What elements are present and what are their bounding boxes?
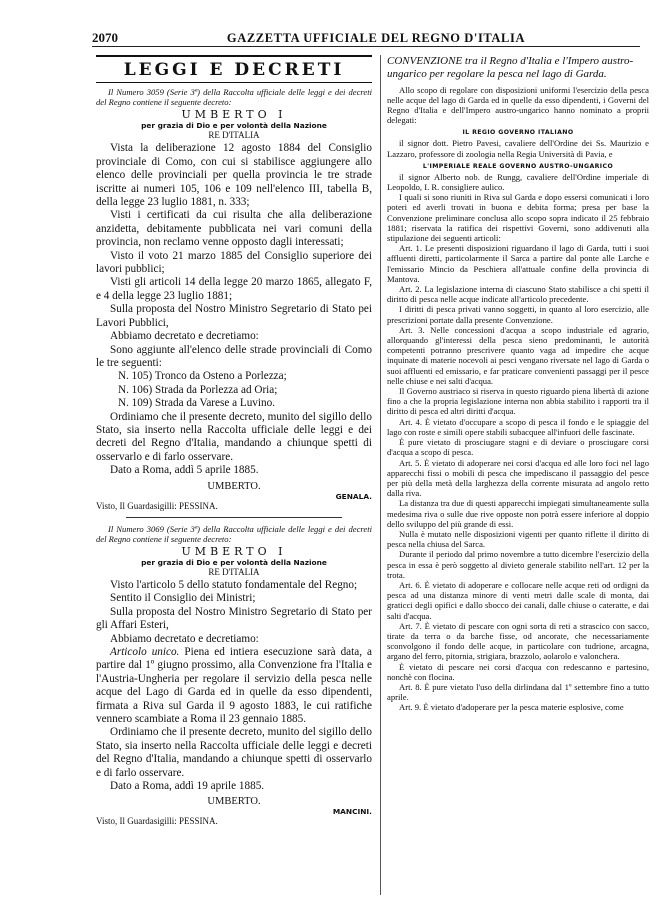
convention-paragraph: Art. 6. È vietato di adoperare e collocare nelle acque reti od ordigni da pesca ad una distanza minore di venti metri dalle scale di monta, dai graticci degli opifici e dallo sbocco dei canali, dalle chiuse o cateratte, e dai salti d'acqua. [387, 579, 649, 621]
decree2-grace: per grazia di Dio e per volontà della Nazione [141, 557, 327, 567]
decree2-date: Dato a Roma, addì 19 aprile 1885. [110, 780, 265, 793]
decree1-signature: UMBERTO. [207, 480, 261, 492]
decree1-p2: Visti i certificati da cui risulta che alla deliberazione anzidetta, debitamente pubblicata nei vari comuni della provincia, non reclamo venne opposto dagli interessati; [96, 209, 372, 249]
delegation-heading: L'IMPERIALE REALE GOVERNO AUSTRO-UNGARICO [422, 162, 614, 170]
decree2-signature: UMBERTO. [207, 796, 261, 808]
decree2-intro: Il Numero 3069 (Serie 3ª) della Raccolta ufficiale delle leggi e dei decreti del Regno contiene il seguente decreto: [96, 523, 372, 544]
convention-paragraph: È pure vietato di prosciugare stagni e di deviare o prosciugare corsi d'acqua a scopo di pesca. [387, 437, 649, 458]
convention-paragraph: il signor Alberto nob. de Rungg, cavaliere dell'Ordine imperiale di Leopoldo, I. R. consigliere aulico. [387, 171, 649, 193]
decree1-p3: Visto il voto 21 marzo 1885 del Consiglio superiore dei lavori pubblici; [96, 249, 372, 276]
decree1-p4: Visti gli articoli 14 della legge 20 marzo 1865, allegato F, e 4 della legge 23 luglio 1881; [96, 276, 372, 302]
decree1-date: Dato a Roma, addì 5 aprile 1885. [110, 464, 259, 477]
page-header [92, 22, 640, 47]
convention-paragraph: il signor dott. Pietro Pavesi, cavaliere dell'Ordine dei Ss. Maurizio e Lazzaro, professore di zoologia nella Regia Università di Pavia, e [387, 138, 649, 159]
decree2-p4: Abbiamo decretato e decretiamo: [110, 632, 259, 645]
left-column [96, 55, 372, 826]
convention-paragraph: Art. 9. È vietato d'adoperare per la pesca materie esplosive, come [399, 702, 624, 713]
decree1-king: UMBERTO I [181, 108, 287, 122]
gazette-title: GAZZETTA UFFICIALE DEL REGNO D'ITALIA [226, 31, 526, 45]
convention-paragraph: Il Governo austriaco si riserva in questo riguardo piena libertà di azione fino a che la propria legislazione interna non abbia stabilito i rapporti tra il diritto di pesca ed altri diritti d'acqua. [387, 386, 649, 417]
decree1-intro: Il Numero 3059 (Serie 3ª) della Raccolta ufficiale delle leggi e dei decreti del Regno contiene il seguente decreto: [96, 87, 372, 108]
decree1-p1: Vista la deliberazione 12 agosto 1884 del Consiglio provinciale di Como, con cui si stabilisce aggiungere allo elenco delle provinciali per quella provincia le tre strade iscritte ai numeri 105, 106 e 109 nell'elenco III, tabella B, della legge 23 luglio 1881, n. 333; [96, 142, 372, 209]
article-text: Piena ed intiera esecuzione sarà data, a partire dal 1º giugno prossimo, alla Convenzione fra l'Italia e l'Austria-Ungheria per regolare il servizio della pesca nelle acque del Lago di Garda ed in quelle da esso dipendenti, firmata a Riva sul Garda il 9 agosto 1883, le cui ratifiche vennero scambiate a Roma il 23 gennaio 1885. [96, 646, 372, 726]
decree2-minister: MANCINI. [332, 807, 372, 817]
section-title: LEGGI E DECRETI [96, 55, 372, 83]
decree2-p6: Ordiniamo che il presente decreto, munito del sigillo dello Stato, sia inserto nella Raccolta ufficiale delle leggi e decreti del Regno d'Italia, mandando a chiunque spetti di osservarlo e di farlo osservare. [96, 726, 372, 779]
convention-body [387, 85, 649, 713]
convention-paragraph: Art. 8. È pure vietato l'uso della dirlindana dal 1º settembre fino a tutto aprile. [387, 681, 649, 703]
convention-paragraph: Art. 5. È vietato di adoperare nei corsi d'acqua ed alle loro foci nel lago apparecchi fissi o mobili di pesca che impediscano il passaggio del pesce per più della metà della larghezza della corrente misurata ad angolo retto dalla riva. [387, 457, 649, 499]
decree2-p1: Visto l'articolo 5 dello statuto fondamentale del Regno; [110, 578, 358, 591]
decree2-re: RE D'ITALIA [208, 566, 260, 577]
convention-paragraph: Art. 2. La legislazione interna di ciascuno Stato stabilisce a chi spetti il diritto di pesca nelle acque indicate all'articolo precedente. [387, 284, 649, 305]
convention-paragraph: Durante il periodo dal primo novembre a tutto dicembre l'esercizio della pesca in essa è però soggetto al divieto generale stabilito nell'art. 12 per la trota. [387, 549, 649, 580]
decree1-p7: Sono aggiunte all'elenco delle strade provinciali di Como le tre seguenti: [96, 343, 372, 369]
decree1-visto: Visto, Il Guardasigilli: PESSINA. [96, 500, 218, 511]
decree1-minister: GENALA. [335, 491, 372, 501]
separator [126, 517, 342, 518]
decree2-p2: Sentito il Consiglio dei Ministri; [110, 592, 256, 605]
convention-paragraph: La distanza tra due di questi apparecchi impiegati simultaneamente sulla medesima riva o sulle due rive opposte non potrà essere inferiore al doppio dello sviluppo del più grande di essi. [387, 498, 649, 529]
convention-paragraph: Art. 3. Nelle concessioni d'acqua a scopo industriale ed agrario, allorquando gl'interessi della pesca sieno predominanti, le autorità competenti potranno prescrivere quanto vaga ad impedire che acque inquinate di materie nocevoli ai pesci vengano riversate nel lago di Garda o suoi affluenti ed emissario, e far praticare convenienti passaggi per il pesce nelle chiuse e nei salti d'acqua. [387, 324, 649, 386]
convention-paragraph: Art. 1. Le presenti disposizioni riguardano il lago di Garda, tutti i suoi affluenti diretti, particolarmente il Sarca a partire dal ponte alle Larche e l'emissario Mincio da Peschiera all'attuale confine della provincia di Mantova. [387, 243, 649, 284]
page-number: 2070 [92, 30, 118, 45]
decree1-grace: per grazia di Dio e per volontà della Nazione [141, 121, 327, 131]
convention-title: CONVENZIONE tra il Regno d'Italia e l'Impero austro-ungarico per regolare la pesca nel lago di Garda. [387, 55, 634, 80]
decree1-item: N. 105) Tronco da Osteno a Porlezza; [118, 370, 287, 383]
convention-paragraph: Allo scopo di regolare con disposizioni uniformi l'esercizio della pesca nelle acque del lago di Garda ed in quelle da esso dipendenti, i Governi del Regno d'Italia e dell'Impero austro-ungarico hanno nominato a proprii delegati: [387, 84, 649, 126]
convention-paragraph: I diritti di pesca privati vanno soggetti, in quanto al loro esercizio, alle prescrizioni portate dalla presente Convenzione. [387, 304, 649, 325]
convention-paragraph: Art. 4. È vietato d'occupare a scopo di pesca il fondo e le spiaggie del lago con roste e simili opere stabili subacquee all'infuori delle fascinate. [387, 416, 649, 437]
convention-paragraph: È vietato di pescare nei corsi d'acqua con redescanno e partesino, nonchè con flocina. [387, 661, 649, 682]
decree1-item: N. 109) Strada da Varese a Luvino. [118, 397, 275, 410]
decree1-item: N. 106) Strada da Porlezza ad Oria; [118, 383, 278, 396]
decree2-king: UMBERTO I [181, 544, 287, 558]
decree1-re: RE D'ITALIA [208, 130, 260, 141]
decree1-p8: Ordiniamo che il presente decreto, munito del sigillo dello Stato, sia inserto nella Raccolta ufficiale delle leggi e dei decreti del Regno d'Italia, mandando a chiunque spetti di osservarlo e di farlo osservare. [96, 410, 372, 463]
decree2-p3: Sulla proposta del Nostro Ministro Segretario di Stato per gli Affari Esteri, [96, 605, 372, 632]
convention-paragraph: I quali si sono riuniti in Riva sul Garda e dopo essersi comunicati i loro poteri ed averli trovati in buona e debita forma; presa per base la Convenzione preliminare conclusa allo scopo sopra indicato il 25 febbraio 1881; riservata la ratifica dei rispettivi Governi, sono addivenuti alla stipulazione dei seguenti articoli: [387, 192, 649, 244]
decree1-p5: Sulla proposta del Nostro Ministro Segretario di Stato pei Lavori Pubblici, [96, 303, 372, 329]
decree2-visto: Visto, Il Guardasigilli: PESSINA. [96, 816, 218, 827]
convention-paragraph: Nulla è mutato nelle disposizioni vigenti per quanto riflette il diritto di pesca nella chiusa del Sarca. [387, 528, 649, 550]
decree1-p6: Abbiamo decretato e decretiamo: [110, 330, 259, 343]
convention-paragraph: Art. 7. È vietato di pescare con ogni sorta di reti a strascico con sacco, tirate da terra o da barche fisse, od ancorate, che necessariamente sconvolgono il fondo delle acque, in particolare con tudrione, arcagna, argano del ferro, pitornia, strigiara, brazzolo, aolarolo e valonchera. [387, 620, 649, 662]
article-label: Articolo unico. [110, 646, 180, 658]
delegation-heading: IL REGIO GOVERNO ITALIANO [462, 129, 574, 137]
decree2-p5 [96, 646, 372, 726]
right-column [380, 55, 649, 895]
